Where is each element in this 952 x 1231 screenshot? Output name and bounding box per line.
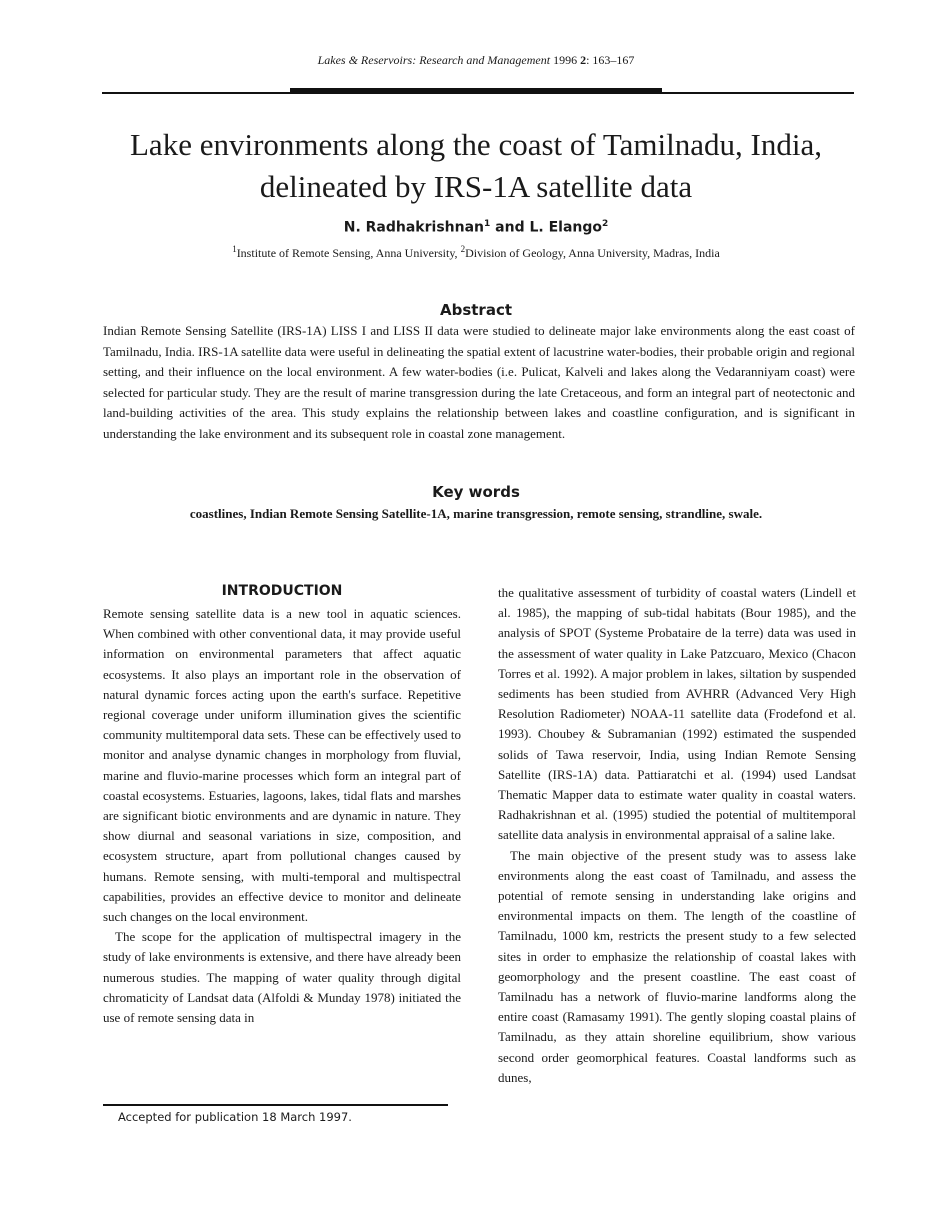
authors <box>0 219 952 236</box>
affil-2: Division of Geology, Anna University, Madras, India <box>465 246 720 260</box>
author-1: N. Radhakrishnan <box>343 219 485 236</box>
intro-paragraph-4: The main objective of the present study was to assess lake environments along the east coast of Tamilnadu, and assess the potential of remote sensing in understanding lake origins and environmental impacts on them. The length of the coastline of Tamilnadu, 1000 km, restricts the present study to a few selected sites in order to emphasize the relationship of coastal lakes with geomorphology and the present coastline. The east coast of Tamilnadu has a network of fluvio-marine landforms along the entire coast (Ramasamy 1991). The gently sloping coastal plains of Tamilnadu, as they attain shoreline equilibrium, show various second order geomorphical features. Coastal landforms such as dunes, <box>498 847 856 1085</box>
intro-paragraph-2: The scope for the application of multispectral imagery in the study of lake environments is extensive, and there have already been numerous studies. The mapping of water quality through digital chromaticity of Landsat data (Alfoldi & Munday 1978) initiated the use of remote sensing data in <box>103 929 461 1026</box>
keywords-text: coastlines, Indian Remote Sensing Satellite-1A, marine transgression, remote sensing, strandline, swale. <box>189 506 763 521</box>
left-column <box>103 604 461 1028</box>
journal-name: Lakes & Reservoirs: Research and Management <box>317 53 551 67</box>
journal-year: 1996 <box>553 53 578 67</box>
footnote-rule <box>103 1104 448 1106</box>
journal-volume: 2 <box>580 53 587 67</box>
article-title <box>90 124 862 208</box>
intro-paragraph-1: Remote sensing satellite data is a new tool in aquatic sciences. When combined with other conventional data, it may provide useful information on environmental parameters that affect aquatic ecosystems. It also plays an important role in the observation of natural dynamic forces acting upon the earth's surface. Repetitive regional coverage under uniform illumination gives the scientific community multitemporal data sets. These can be effectively used to monitor and analyse dynamic changes in morphology from fluvial, marine and fluvio-marine processes which form an integral part of coastal ecosystems. Estuaries, lagoons, lakes, tidal flats and marshes are significant biotic environments and are dynamic in nature. They show diurnal and seasonal variations in size, composition, and ecosystem structure, apart from pollutional changes caused by humans. Remote sensing, with multi-temporal and multispectral capabilities, provides an effective device to monitor and delineate such changes on the local environment. <box>103 606 461 925</box>
affil-1: Institute of Remote Sensing, Anna University, <box>236 246 461 260</box>
author-1-sup: 1 <box>484 219 491 229</box>
abstract-text: Indian Remote Sensing Satellite (IRS-1A) LISS I and LISS II data were studied to delineate major lake environments along the east coast of Tamilnadu, India. IRS-1A satellite data were useful in delineating the spatial extent of lacustrine water-bodies, their probable origin and regional setting, and their influence on the local environment. A few water-bodies (i.e. Pulicat, Kalveli and lakes along the Vedaranniyam coast) were selected for particular study. They are the result of marine transgression during the late Cretaceous, and form an integral part of neotectonic and land-building activities of the area. This study explains the relationship between lakes and coastline configuration, and is significant in understanding the lake environment and its subsequent role in coastal zone management. <box>103 323 855 441</box>
footnote: Accepted for publication 18 March 1997. <box>118 1110 352 1124</box>
running-head <box>0 53 952 68</box>
header-rule-thick <box>290 88 662 94</box>
keywords-heading: Key words <box>432 483 520 501</box>
affil-1-sup: 1 <box>232 244 237 254</box>
author-conj: and <box>490 219 530 236</box>
journal-pages: : 163–167 <box>586 53 635 67</box>
author-2-sup: 2 <box>602 219 609 229</box>
introduction-heading: INTRODUCTION <box>221 583 343 599</box>
title-line-1: Lake environments along the coast of Tamilnadu, India, <box>130 127 822 162</box>
author-2: L. Elango <box>529 219 602 236</box>
title-line-2: delineated by IRS-1A satellite data <box>259 169 693 204</box>
abstract-heading: Abstract <box>439 301 513 319</box>
affil-2-sup: 2 <box>460 244 466 254</box>
intro-paragraph-3: the qualitative assessment of turbidity of coastal waters (Lindell et al. 1985), the mapping of sub-tidal habitats (Bour 1985), and the analysis of SPOT (Systeme Probataire de la terre) data was used in the assessment of water quality in Lake Patzcuaro, Mexico (Chacon Torres et al. 1992). A major problem in lakes, siltation by suspended sediments has been studied from AVHRR (Advanced Very High Resolution Radiometer) NOAA-11 satellite data (Frodefond et al. 1993). Choubey & Subramanian (1992) estimated the suspended solids of Tawa reservoir, India, using Indian Remote Sensing Satellite (IRS-1A) data. Pattiaratchi et al. (1994) used Landsat Thematic Mapper data to estimate water quality in coastal waters. Radhakrishnan et al. (1995) studied the potential of multitemporal satellite data analysis in environmental appraisal of a saline lake. <box>498 585 856 843</box>
affiliations <box>0 244 952 261</box>
right-column <box>498 583 856 1088</box>
